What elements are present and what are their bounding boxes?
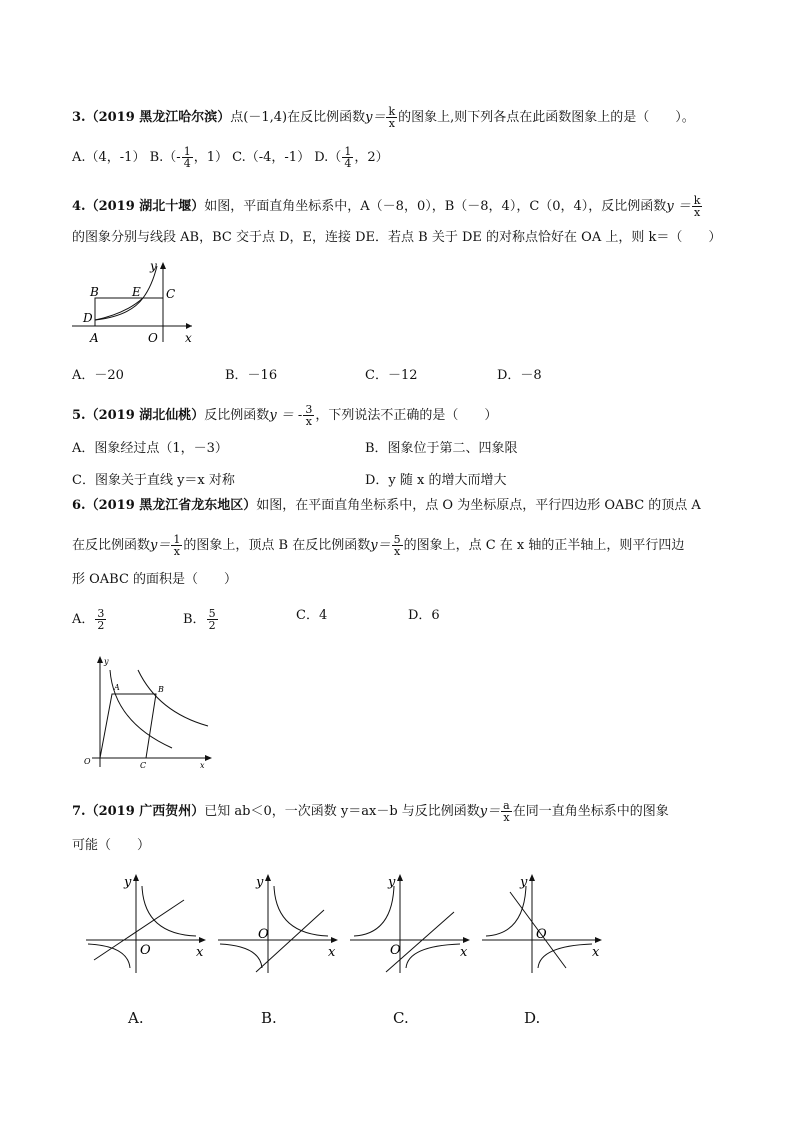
q7-option-d-caption[interactable]: D. (524, 1009, 541, 1027)
q7-b-label-y: y (256, 875, 264, 890)
q6-fig-label-o: O (84, 757, 91, 766)
q4-fig-label-c: C (166, 287, 176, 301)
q4-fig-label-x: x (185, 331, 192, 345)
q4-option-d[interactable]: D．－8 (497, 368, 542, 383)
q6-fig-label-x: x (200, 761, 205, 770)
q6-fraction-1: $\frac{1}{x}$ (173, 533, 181, 558)
q5-option-c[interactable]: C．图象关于直线 y＝x 对称 (72, 473, 235, 488)
q7-stem-line2: 可能（ ） (72, 838, 151, 853)
q6-option-c[interactable]: C．4 (296, 608, 328, 623)
q3-option-c[interactable]: C.（-4，-1） (232, 150, 311, 165)
q7-c-label-x: x (460, 945, 468, 960)
q5-number: 5. (72, 408, 86, 423)
q6-fig-label-c: C (140, 761, 147, 770)
q5-source: （2019 湖北仙桃） (85, 408, 205, 423)
q6-option-a[interactable]: A． $\frac{3}{2}$ (72, 607, 105, 632)
q4-fig-label-a: A (90, 331, 99, 345)
q3-option-a[interactable]: A.（4，-1） (72, 150, 146, 165)
q4-fig-label-b: B (90, 285, 99, 299)
q6-stem-line2: 在反比例函数y＝ $\frac{1}{x}$ 的图象上，顶点 B 在反比例函数y＝ $\frac{5}{x}$ 的图象上，点 C 在 x 轴的正半轴上，则平行四边 (72, 533, 685, 558)
q7-option-c-caption[interactable]: C. (393, 1009, 409, 1027)
q3-source: （2019 黑龙江哈尔滨） (85, 110, 231, 125)
q4-fig-label-o: O (148, 331, 158, 345)
q4-option-a[interactable]: A．－20 (72, 368, 124, 383)
q7-c-label-y: y (388, 875, 396, 890)
q7-stem-line1: 7.（2019 广西贺州）已知 ab＜0，一次函数 y＝ax－b 与反比例函数y＝ $\frac{a}{x}$ 在同一直角坐标系中的图象 (72, 799, 669, 824)
q7-fraction: $\frac{a}{x}$ (503, 799, 510, 824)
q4-option-c[interactable]: C．－12 (365, 368, 418, 383)
q4-number: 4. (72, 199, 86, 214)
q6-stem-line3: 形 OABC 的面积是（ ） (72, 572, 238, 587)
q7-a-label-x: x (196, 945, 204, 960)
q7-graph-c[interactable] (348, 868, 473, 978)
q7-graph-a[interactable] (84, 868, 209, 978)
q7-a-label-o: O (140, 943, 151, 958)
q3-options (72, 146, 389, 169)
q5-option-d[interactable]: D．y 随 x 的增大而增大 (365, 473, 507, 488)
q4-figure (70, 258, 200, 348)
q7-d-label-o: O (536, 927, 547, 942)
q7-option-a-caption[interactable]: A. (128, 1009, 144, 1027)
q3-option-b[interactable]: B.（- $\frac{1}{4}$ ，1） (149, 145, 228, 170)
q5-fraction: $\frac{3}{x}$ (305, 403, 313, 428)
q6-number: 6. (72, 498, 86, 513)
q7-source: （2019 广西贺州） (85, 804, 205, 819)
q3-option-d[interactable]: D.（ $\frac{1}{4}$ ，2） (314, 145, 389, 170)
q7-b-label-x: x (328, 945, 336, 960)
q4-fig-label-d: D (83, 311, 93, 325)
q6-fig-label-a: A (114, 683, 120, 692)
q6-source: （2019 黑龙江省龙东地区） (85, 498, 257, 513)
q6-option-d[interactable]: D．6 (408, 608, 440, 623)
q7-c-label-o: O (390, 943, 401, 958)
q6-fig-label-b: B (158, 685, 164, 694)
q3-number: 3. (72, 110, 86, 125)
q7-option-b-caption[interactable]: B. (261, 1009, 277, 1027)
q6-option-b[interactable]: B． $\frac{5}{2}$ (183, 607, 216, 632)
q7-a-label-y: y (124, 875, 132, 890)
q7-graph-b[interactable] (216, 868, 341, 978)
q7-d-label-x: x (592, 945, 600, 960)
q7-b-label-o: O (258, 927, 269, 942)
q4-stem-line2: 的图象分别与线段 AB，BC 交于点 D，E，连接 DE．若点 B 关于 DE 的对称点恰好在 OA 上，则 k＝（ ） (72, 230, 722, 245)
q4-fig-label-y: y (150, 259, 157, 273)
q5-option-a[interactable]: A．图象经过点（1，－3） (72, 441, 228, 456)
q3-stem: 3.（2019 黑龙江哈尔滨）点(－1,4)在反比例函数y＝ $\frac{k}{x}$ 的图象上,则下列各点在此函数图象上的是（ ）。 (72, 105, 695, 130)
q6-fig-label-y: y (104, 657, 109, 666)
q4-fig-label-e: E (132, 285, 141, 299)
q6-fraction-2: $\frac{5}{x}$ (393, 533, 401, 558)
q6-figure (80, 652, 215, 772)
q4-stem-line1: 4.（2019 湖北十堰）如图，平面直角坐标系中，A（－8，0），B（－8，4），C（0，4），反比例函数y ＝ $\frac{k}{x}$ (72, 194, 701, 219)
q4-option-b[interactable]: B．－16 (225, 368, 278, 383)
q3-fraction: $\frac{k}{x}$ (388, 105, 396, 130)
q7-graph-d[interactable] (480, 868, 605, 978)
q6-stem-line1: 6.（2019 黑龙江省龙东地区）如图，在平面直角坐标系中，点 O 为坐标原点，平行四边形 OABC 的顶点 A (72, 498, 701, 513)
q5-option-b[interactable]: B．图象位于第二、四象限 (365, 441, 518, 456)
q5-stem: 5.（2019 湖北仙桃）反比例函数y ＝ - $\frac{3}{x}$ ，下列说法不正确的是（ ） (72, 403, 498, 428)
q4-fraction: $\frac{k}{x}$ (693, 194, 701, 219)
q4-source: （2019 湖北十堰） (85, 199, 205, 214)
q7-number: 7. (72, 804, 86, 819)
q7-d-label-y: y (520, 875, 528, 890)
